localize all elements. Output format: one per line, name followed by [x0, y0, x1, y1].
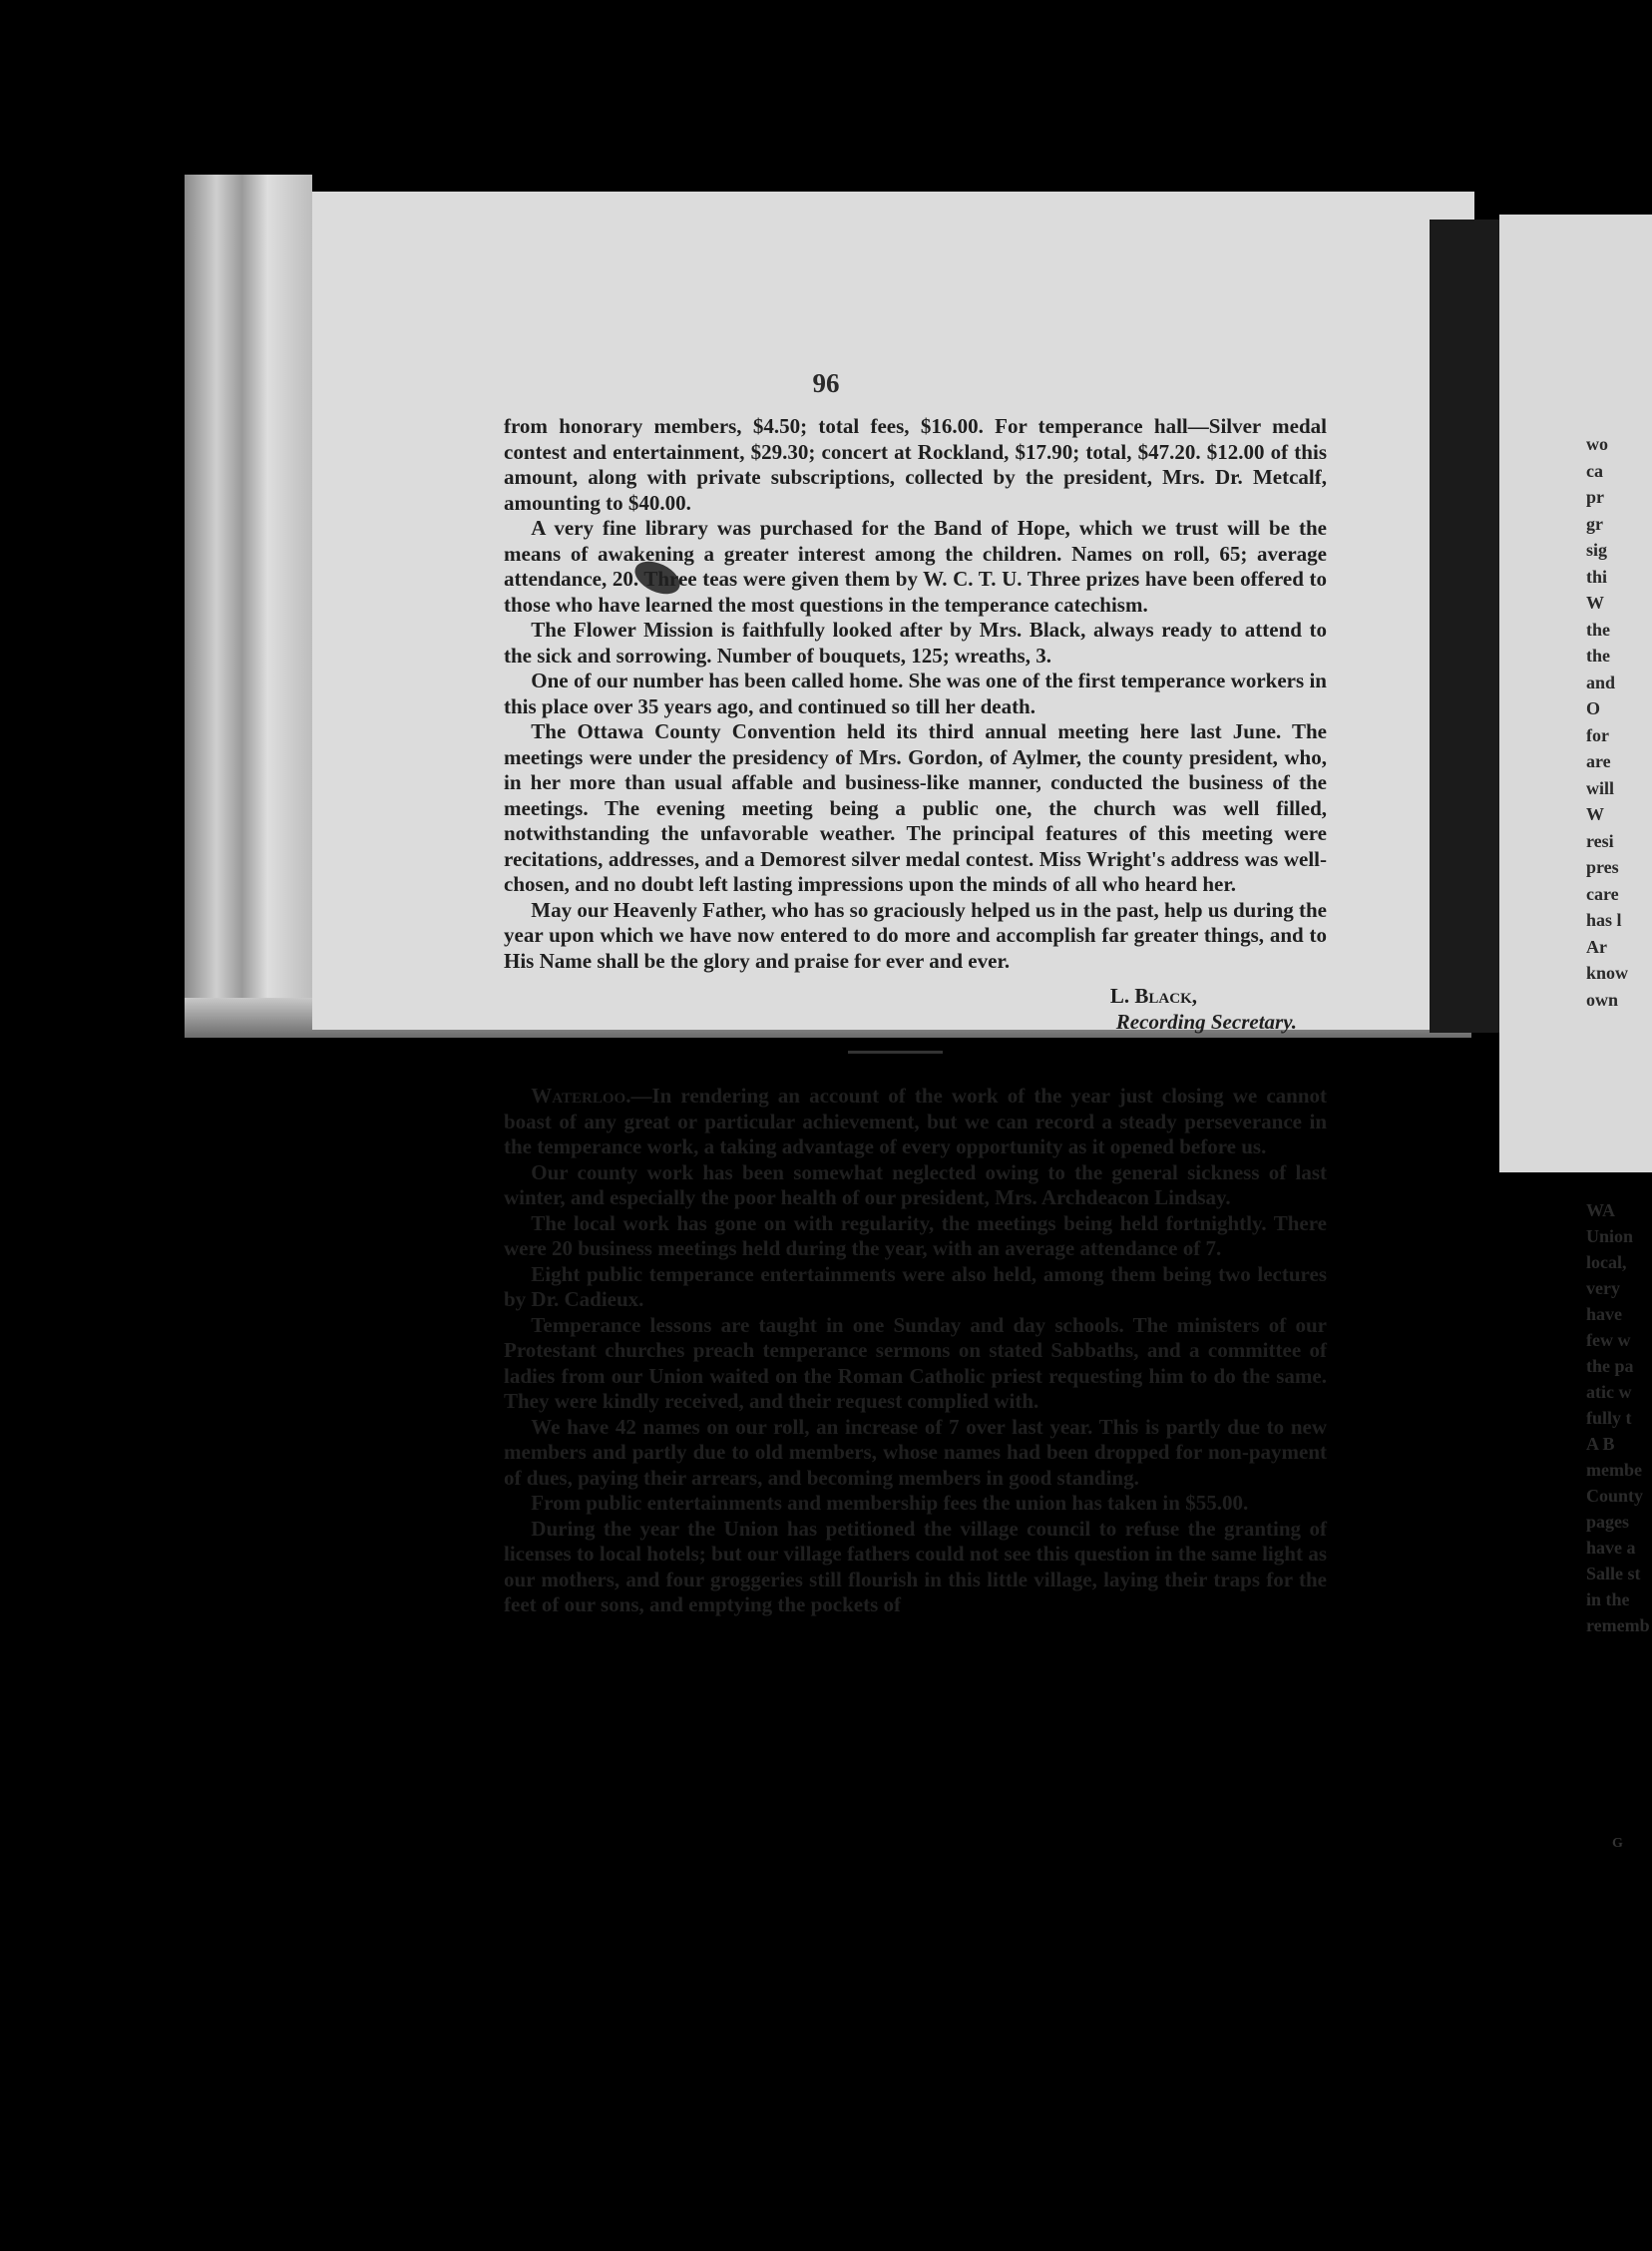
paragraph: From public entertainments and membership fees the union has taken in $55.00. — [531, 1491, 1249, 1515]
signature-title: Recording Secretary. — [1115, 1009, 1297, 1034]
right-page-edge-text-top — [1586, 431, 1652, 1013]
section-divider — [848, 1051, 943, 1054]
signature — [504, 984, 1327, 1035]
paragraph: Temperance lessons are taught in one Sunday and day schools. The ministers of our Protestant churches preach temperance sermons on stated Sabbaths, and a committee of ladies from our Union waited on the Roman Catholic priest requesting him to do the same. They were kindly received, and their request complied with. — [504, 1312, 1327, 1413]
edge-line: fully t — [1586, 1408, 1632, 1428]
edge-line: care — [1586, 883, 1619, 904]
edge-line: have — [1586, 1304, 1622, 1324]
edge-line: O — [1586, 698, 1601, 718]
right-page-edge-text-bottom — [1586, 1197, 1652, 1638]
waterloo-heading: Waterloo. — [531, 1084, 631, 1108]
waterloo-paragraph — [504, 1084, 1327, 1160]
edge-line: thi — [1586, 566, 1608, 587]
edge-line: resi — [1586, 830, 1614, 851]
edge-line: have a — [1586, 1538, 1636, 1558]
edge-line: for — [1586, 724, 1609, 745]
edge-line: in the — [1586, 1589, 1630, 1609]
paragraph: The Flower Mission is faithfully looked after by Mrs. Black, always ready to attend to the sick and sorrowing. Number of bouquets, 125; wreaths, 3. — [504, 618, 1327, 668]
waterloo-intro: —In rendering an account of the work of the year just closing we cannot boast of any great or particular achievement, but we can record a steady perseverance in the temperance work, a taking advantage of every opportunity as it opened before us. — [504, 1084, 1327, 1158]
edge-line: WA — [1586, 1200, 1616, 1220]
edge-line: atic w — [1586, 1382, 1632, 1402]
book-gutter — [1430, 220, 1499, 1033]
edge-line: know — [1586, 963, 1629, 983]
edge-line: the — [1586, 646, 1610, 666]
edge-line: has l — [1586, 910, 1622, 930]
paragraph: One of our number has been called home. She was one of the first temperance workers in this place over 35 years ago, and continued so till her death. — [504, 669, 1327, 718]
edge-line: W — [1586, 804, 1604, 824]
edge-line: W — [1586, 593, 1604, 613]
edge-line: rememb — [1586, 1615, 1650, 1635]
paragraph: Our county work has been somewhat neglected owing to the general sickness of last winter, and especially the poor health of our president, Mrs. Archdeacon Lindsay. — [504, 1159, 1327, 1209]
edge-line: ca — [1586, 460, 1603, 481]
paragraph: The local work has gone on with regularity, the meetings being held fortnightly. There were 20 business meetings held during the year, with an average attendance of 7. — [504, 1210, 1327, 1260]
paragraph: Eight public temperance entertainments were also held, among them being two lectures by Dr. Cadieux. — [504, 1261, 1327, 1311]
right-page-footer-mark: G — [1612, 1836, 1623, 1851]
edge-line: the pa — [1586, 1356, 1634, 1376]
edge-line: Ar — [1586, 936, 1607, 957]
edge-line: Salle st — [1586, 1564, 1641, 1583]
edge-line: wo — [1586, 434, 1608, 454]
edge-line: pres — [1586, 857, 1619, 877]
signature-name: L. Black, — [1109, 984, 1197, 1008]
edge-line: pages — [1586, 1512, 1630, 1532]
paragraph: May our Heavenly Father, who has so graciously helped us in the past, help us during the year upon which we have now entered to do more and accomplish far greater things, and to His Name shall be the glory and praise for ever and ever. — [504, 897, 1327, 973]
paragraph: from honorary members, $4.50; total fees, $16.00. For temperance hall—Silver medal contest and entertainment, $29.30; concert at Rockland, $17.90; total, $47.20. $12.00 of this amount, along with private subscriptions, collected by the president, Mrs. Dr. Metcalf, amounting to $40.00. — [504, 414, 1327, 515]
edge-line: are — [1586, 751, 1611, 771]
paragraph: During the year the Union has petitioned the village council to refuse the granting of licenses to local hotels; but our village fathers could not see this question in the same light as our mothers, and four groggeries still flourish in this little village, laying their traps for the feet of our sons, and emptying the pockets of — [504, 1516, 1327, 1616]
edge-line: pr — [1586, 487, 1604, 507]
edge-line: will — [1586, 777, 1615, 798]
paragraph: We have 42 names on our roll, an increase of 7 over last year. This is partly due to new members and partly due to old members, whose names had been dropped for non-payment of dues, paying their arrears, and becoming members in good standing. — [504, 1414, 1327, 1490]
edge-line: very — [1586, 1278, 1620, 1298]
edge-line: and — [1586, 672, 1616, 692]
edge-line: membe — [1586, 1460, 1642, 1480]
edge-line: the — [1586, 619, 1610, 640]
edge-line: Union — [1586, 1226, 1634, 1246]
page-text — [504, 414, 1327, 1618]
book-page-edges — [185, 175, 312, 1008]
edge-line: sig — [1586, 540, 1608, 560]
edge-line: local, — [1586, 1252, 1627, 1272]
page-number: 96 — [812, 368, 840, 398]
edge-line: few w — [1586, 1330, 1631, 1350]
edge-line: own — [1586, 989, 1619, 1010]
paragraph: The Ottawa County Convention held its third annual meeting here last June. The meetings were under the presidency of Mrs. Gordon, of Aylmer, the county president, who, in her more than usual affable and business-like manner, conducted the business of the meetings. The evening meeting being a public one, the church was well filled, notwithstanding the unfavorable weather. The principal features of this meeting were recitations, addresses, and a Demorest silver medal contest. Miss Wright's address was well-chosen, and no doubt left lasting impressions upon the minds of all who heard her. — [504, 719, 1327, 896]
paragraph: A very fine library was purchased for the Band of Hope, which we trust will be the means of awakening a greater interest among the children. Names on roll, 65; average attendance, 20. Three teas were given them by W. C. T. U. Three prizes have been offered to those who have learned the most questions in the temperance catechism. — [504, 516, 1327, 617]
edge-line: gr — [1586, 513, 1603, 534]
edge-line: A B — [1586, 1434, 1615, 1454]
edge-line: County — [1586, 1486, 1644, 1506]
